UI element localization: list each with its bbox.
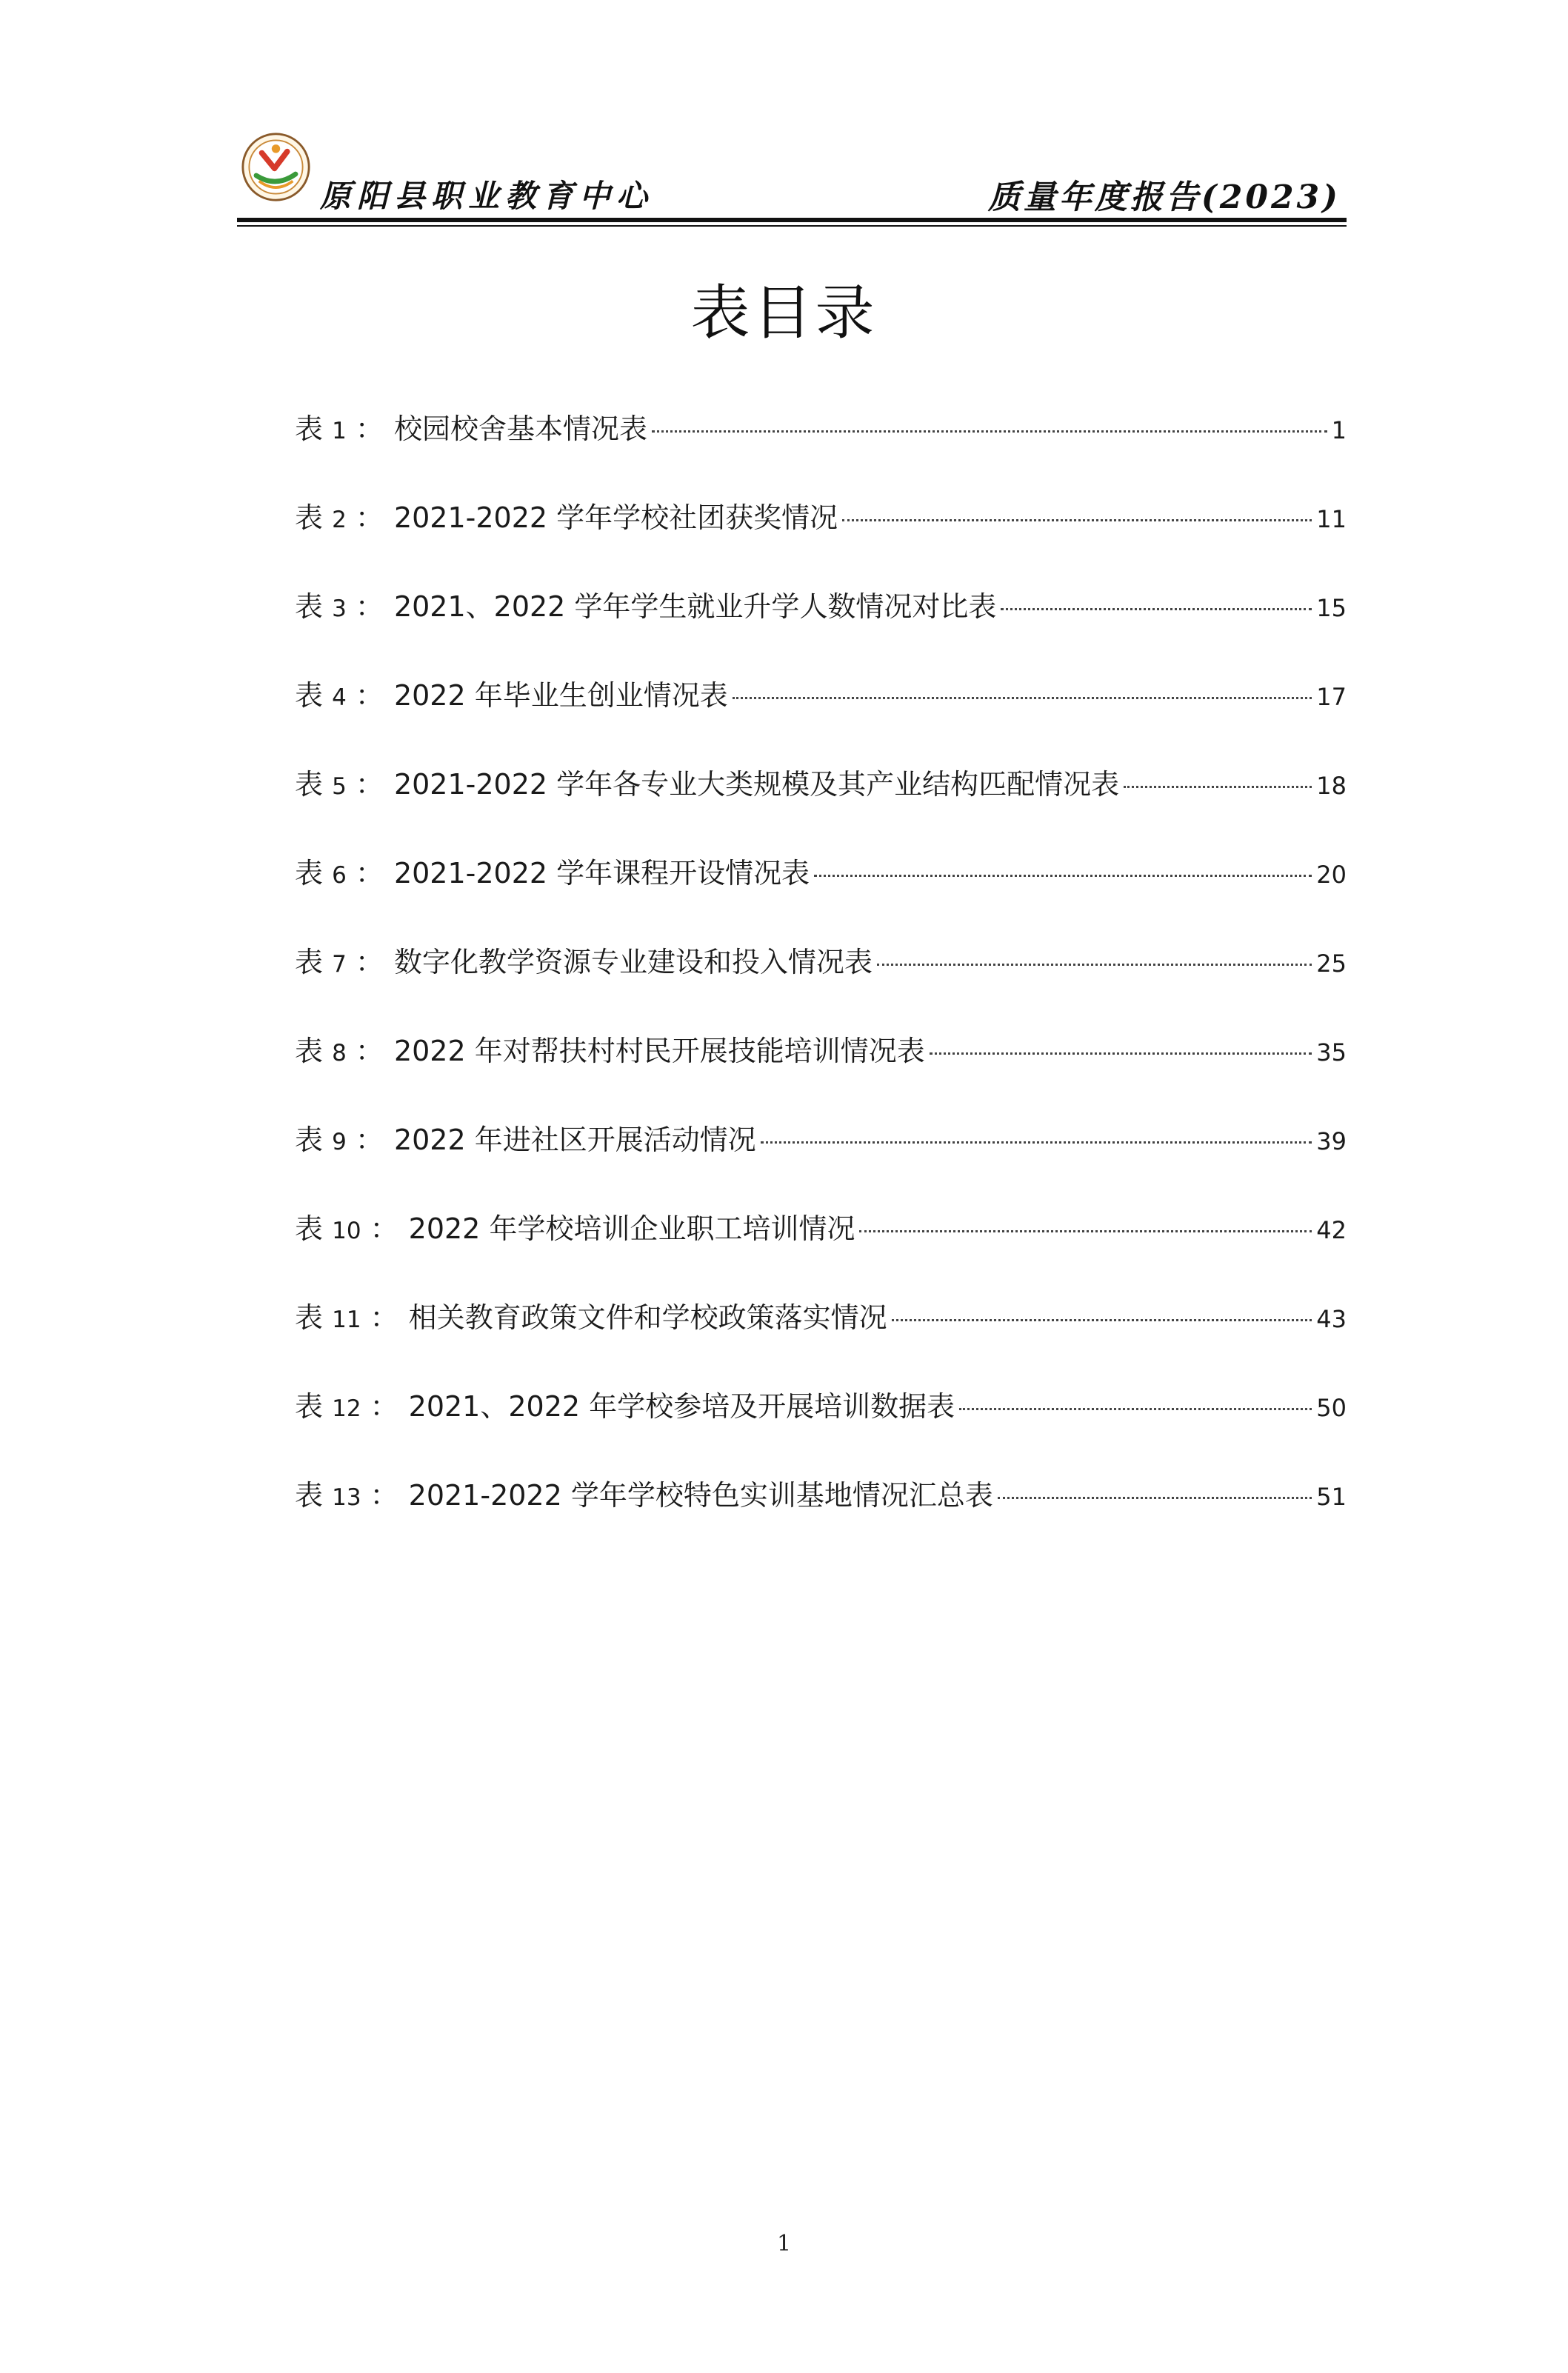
toc-leader-dots (1124, 786, 1312, 788)
toc-leader-dots (930, 1052, 1312, 1055)
toc-leader-dots (814, 875, 1312, 877)
toc-entry[interactable] (295, 850, 1347, 939)
toc-entry-label: 表 13 ： (295, 1479, 398, 1512)
toc-entry-number: 1 (332, 418, 347, 444)
toc-leader-dots (877, 964, 1312, 966)
toc-leader-dots (998, 1497, 1312, 1499)
toc-entry-number: 6 (332, 862, 347, 889)
toc-entry-page: 43 (1316, 1305, 1347, 1333)
toc-entry-page: 39 (1316, 1127, 1347, 1155)
toc-entry[interactable] (295, 1117, 1347, 1206)
toc-entry-title: 校园校舍基本情况表 (393, 413, 647, 445)
toc-entry-prefix: 表 (295, 501, 324, 534)
toc-entry-title: 2021、2022 学年学生就业升学人数情况对比表 (393, 590, 997, 623)
toc-entry[interactable] (295, 1384, 1347, 1472)
toc-entry-label: 表 10 ： (295, 1212, 398, 1245)
toc-entry[interactable] (295, 939, 1347, 1028)
toc-entry-page: 50 (1316, 1394, 1347, 1422)
header-report-title: 质量年度报告(2023) (987, 178, 1341, 216)
toc-entry-prefix: 表 (295, 1301, 324, 1334)
toc-entry-number: 10 (332, 1218, 361, 1244)
toc-entry-label: 表 3 ： (295, 590, 384, 623)
toc-entry-page: 11 (1316, 505, 1347, 533)
toc-entry-title: 2021-2022 学年各专业大类规模及其产业结构匹配情况表 (393, 768, 1120, 801)
toc-entry-label: 表 1 ： (295, 413, 384, 445)
toc-entry-label: 表 7 ： (295, 946, 384, 978)
toc-leader-dots (892, 1319, 1312, 1321)
toc-entry-page: 35 (1316, 1038, 1347, 1067)
toc-entry-number: 9 (332, 1129, 347, 1155)
toc-entry-number: 11 (332, 1306, 361, 1333)
toc-entry[interactable] (295, 495, 1347, 584)
toc-entry-number: 2 (332, 507, 347, 533)
page-header (237, 120, 1347, 224)
toc-entry-number: 5 (332, 773, 347, 800)
header-org-name: 原阳县职业教育中心 (320, 178, 654, 214)
toc-entry-page: 42 (1316, 1216, 1347, 1244)
toc-leader-dots (842, 519, 1312, 521)
toc-entry-prefix: 表 (295, 1124, 324, 1156)
toc-entry-page: 1 (1331, 416, 1347, 444)
toc-entry-prefix: 表 (295, 946, 324, 978)
toc-entry-number: 8 (332, 1040, 347, 1067)
toc-entry-number: 7 (332, 951, 347, 978)
toc-entry-label: 表 5 ： (295, 768, 384, 801)
toc-leader-dots (761, 1141, 1312, 1144)
toc-entry-page: 15 (1316, 594, 1347, 622)
toc-entry[interactable] (295, 761, 1347, 850)
toc-entry[interactable] (295, 1295, 1347, 1384)
toc-leader-dots (652, 430, 1327, 433)
toc-entry-prefix: 表 (295, 1479, 324, 1512)
toc-leader-dots (733, 697, 1312, 699)
toc-entry-title: 2021、2022 年学校参培及开展培训数据表 (408, 1390, 955, 1423)
header-rule-thick (237, 218, 1347, 222)
toc-entry-label: 表 12 ： (295, 1390, 398, 1423)
toc-entry-number: 3 (332, 595, 347, 622)
toc-entry[interactable] (295, 584, 1347, 672)
toc-entry[interactable] (295, 1472, 1347, 1561)
toc-entry-number: 13 (332, 1484, 361, 1511)
toc-entry-page: 17 (1316, 683, 1347, 711)
header-rule-thin (237, 225, 1347, 227)
toc-entry-prefix: 表 (295, 679, 324, 712)
toc-entry-prefix: 表 (295, 590, 324, 623)
toc-entry[interactable] (295, 1028, 1347, 1117)
toc-entry-title: 2021-2022 学年课程开设情况表 (393, 857, 810, 890)
toc-leader-dots (959, 1408, 1312, 1410)
toc-entry-title: 2022 年毕业生创业情况表 (393, 679, 728, 712)
toc-entry-label: 表 2 ： (295, 501, 384, 534)
toc-entry-page: 18 (1316, 772, 1347, 800)
toc-entry-page: 51 (1316, 1483, 1347, 1511)
toc-entry-prefix: 表 (295, 413, 324, 445)
toc-entry-title: 2022 年进社区开展活动情况 (393, 1124, 756, 1156)
toc-entry-prefix: 表 (295, 1390, 324, 1423)
toc-entry-title: 2022 年对帮扶村村民开展技能培训情况表 (393, 1035, 925, 1067)
toc-entry-title: 相关教育政策文件和学校政策落实情况 (408, 1301, 887, 1334)
toc-entry-number: 12 (332, 1395, 361, 1422)
toc-entry-page: 25 (1316, 949, 1347, 978)
toc-entry-prefix: 表 (295, 1212, 324, 1245)
toc-entry-label: 表 4 ： (295, 679, 384, 712)
table-of-tables (295, 406, 1347, 1561)
toc-entry-title: 数字化教学资源专业建设和投入情况表 (393, 946, 873, 978)
toc-entry-title: 2022 年学校培训企业职工培训情况 (408, 1212, 855, 1245)
toc-entry-label: 表 8 ： (295, 1035, 384, 1067)
toc-entry[interactable] (295, 672, 1347, 761)
toc-entry-page: 20 (1316, 861, 1347, 889)
toc-entry[interactable] (295, 406, 1347, 495)
page-number: 1 (776, 2231, 792, 2257)
toc-entry-number: 4 (332, 684, 347, 711)
toc-entry-label: 表 9 ： (295, 1124, 384, 1156)
school-emblem-icon (241, 132, 311, 202)
toc-entry-label: 表 11 ： (295, 1301, 398, 1334)
toc-leader-dots (1001, 608, 1312, 610)
toc-entry-label: 表 6 ： (295, 857, 384, 890)
toc-leader-dots (859, 1230, 1312, 1232)
toc-entry-prefix: 表 (295, 1035, 324, 1067)
toc-entry-prefix: 表 (295, 857, 324, 890)
toc-entry-title: 2021-2022 学年学校特色实训基地情况汇总表 (408, 1479, 993, 1512)
toc-entry-title: 2021-2022 学年学校社团获奖情况 (393, 501, 838, 534)
toc-entry-prefix: 表 (295, 768, 324, 801)
toc-entry[interactable] (295, 1206, 1347, 1295)
page-title: 表目录 (690, 278, 878, 347)
